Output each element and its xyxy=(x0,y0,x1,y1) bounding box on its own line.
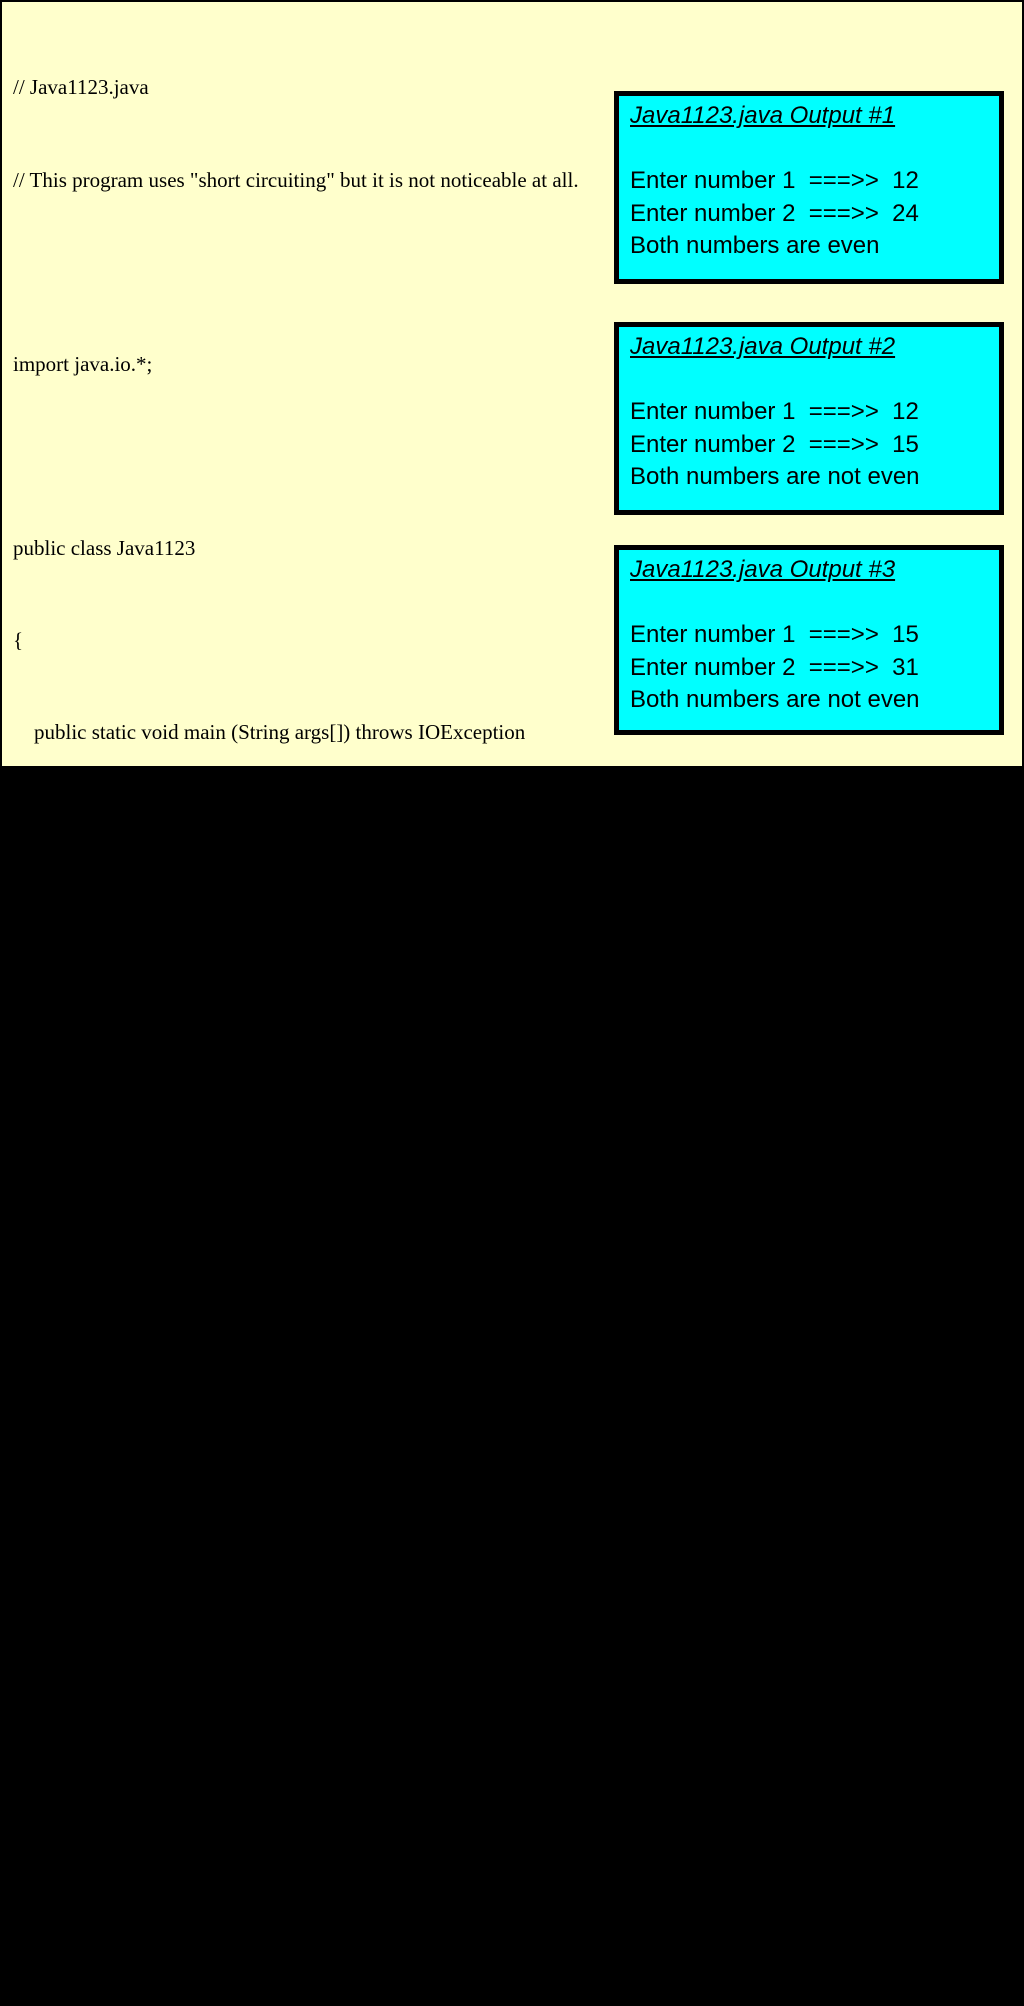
output-box-3 xyxy=(614,545,1004,735)
output-line: Both numbers are even xyxy=(630,232,880,259)
code-line: System.out.print("Enter number 2 ===>> "); xyxy=(13,1180,442,1205)
output-spacer xyxy=(630,587,999,620)
output-box-1 xyxy=(614,91,1004,284)
code-line: public class Java1123 xyxy=(13,535,196,560)
code-line xyxy=(13,1362,754,1393)
code-line: { xyxy=(13,812,45,837)
code-line: } xyxy=(13,1917,24,1942)
output-line: Enter number 1 ===>> 12 xyxy=(630,167,919,194)
code-line: // This program uses "short circuiting" but it is not noticeable at all. xyxy=(13,167,579,192)
output-line: Enter number 2 ===>> 24 xyxy=(630,199,919,227)
output-line: Both numbers are not even xyxy=(630,686,920,713)
output-line: Enter number 1 ===>> 15 xyxy=(630,621,919,648)
output-line: Both numbers are not even xyxy=(630,463,920,490)
code-line: System.out.println("Both numbers are even"); xyxy=(13,1548,463,1573)
code-line: else xyxy=(13,1641,88,1665)
output-line: Enter number 2 ===>> 15 xyxy=(630,430,919,458)
output-title: Java1123.java Output #2 xyxy=(630,333,896,360)
code-line: System.out.println("Both numbers are not even"); xyxy=(13,1733,495,1758)
code-line: } xyxy=(13,1825,45,1850)
output-title: Java1123.java Output #1 xyxy=(630,102,896,129)
code-line: int n2 = Integer.parseInt(input.readLine()); xyxy=(13,1272,414,1297)
output-spacer xyxy=(630,133,999,166)
output-line: Enter number 2 ===>> 31 xyxy=(630,653,919,681)
code-line: int n1 = Integer.parseInt(input.readLine()); xyxy=(13,1088,414,1113)
code-line: if (n1 % 2 == 0 && n2 % 2 == 0) xyxy=(13,1456,339,1481)
code-line: { xyxy=(13,627,24,652)
code-line: // Java1123.java xyxy=(13,75,149,100)
java-source-code xyxy=(13,11,754,2006)
code-line: BufferedReader input = new BufferedReader(new InputStreamReader(System.in)); xyxy=(13,904,755,929)
code-line: public static void main (String args[]) throws IOException xyxy=(13,720,526,745)
output-box-2 xyxy=(614,322,1004,515)
output-title: Java1123.java Output #3 xyxy=(630,556,896,583)
output-line: Enter number 1 ===>> 12 xyxy=(630,398,919,425)
code-line: import java.io.*; xyxy=(13,351,153,376)
code-line: System.out.print("Enter number 1 ===>> "); xyxy=(13,996,442,1021)
output-spacer xyxy=(630,364,999,397)
